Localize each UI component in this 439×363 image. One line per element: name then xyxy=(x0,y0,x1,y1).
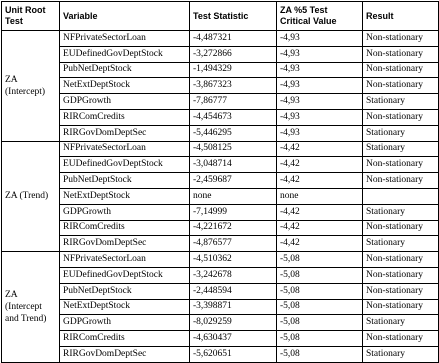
table-row xyxy=(2,94,439,110)
test-statistic-cell: -4,630437 xyxy=(190,331,277,347)
unit-root-test-table xyxy=(1,1,439,363)
variable-cell: GDPGrowth xyxy=(60,315,190,331)
test-statistic-cell: -2,459687 xyxy=(190,173,277,189)
test-statistic-cell: -3,048714 xyxy=(190,157,277,173)
test-statistic-cell: -4,454673 xyxy=(190,109,277,125)
critical-value-cell: -5,08 xyxy=(277,283,363,299)
result-cell: Non-stationary xyxy=(363,220,439,236)
table-row xyxy=(2,31,439,47)
critical-value-cell: -4,93 xyxy=(277,94,363,110)
variable-cell: RIRComCredits xyxy=(60,331,190,347)
result-cell: Non-stationary xyxy=(363,252,439,268)
result-cell: Non-stationary xyxy=(363,31,439,47)
critical-value-cell: -5,08 xyxy=(277,299,363,315)
header-test-statistic: Test Statistic xyxy=(190,2,277,31)
test-statistic-cell: -4,510362 xyxy=(190,252,277,268)
result-cell: Non-stationary xyxy=(363,299,439,315)
table-row xyxy=(2,220,439,236)
variable-cell: NetExtDeptStock xyxy=(60,299,190,315)
test-statistic-cell: -4,487321 xyxy=(190,31,277,47)
result-cell: Non-stationary xyxy=(363,46,439,62)
critical-value-cell: -4,42 xyxy=(277,157,363,173)
variable-cell: EUDefinedGovDeptStock xyxy=(60,157,190,173)
header-unit-root-test: Unit Root Test xyxy=(2,2,60,31)
table-row xyxy=(2,157,439,173)
variable-cell: NetExtDeptStock xyxy=(60,188,190,204)
result-cell: Non-stationary xyxy=(363,157,439,173)
critical-value-cell: -4,42 xyxy=(277,173,363,189)
variable-cell: EUDefinedGovDeptStock xyxy=(60,267,190,283)
result-cell xyxy=(363,188,439,204)
header-variable: Variable xyxy=(60,2,190,31)
variable-cell: NetExtDeptStock xyxy=(60,78,190,94)
test-statistic-cell: -4,876577 xyxy=(190,236,277,252)
critical-value-cell: -5,08 xyxy=(277,267,363,283)
table-row xyxy=(2,46,439,62)
variable-cell: PubNetDeptStock xyxy=(60,173,190,189)
critical-value-cell: -4,93 xyxy=(277,109,363,125)
variable-cell: NFPrivateSectorLoan xyxy=(60,252,190,268)
result-cell: Non-stationary xyxy=(363,173,439,189)
variable-cell: RIRComCredits xyxy=(60,220,190,236)
result-cell: Non-stationary xyxy=(363,283,439,299)
test-statistic-cell: -3,867323 xyxy=(190,78,277,94)
table-row xyxy=(2,315,439,331)
critical-value-cell: -4,93 xyxy=(277,62,363,78)
table-row xyxy=(2,125,439,141)
critical-value-cell: -5,08 xyxy=(277,331,363,347)
result-cell: Non-stationary xyxy=(363,331,439,347)
table-row xyxy=(2,331,439,347)
table-row xyxy=(2,173,439,189)
test-statistic-cell: -2,448594 xyxy=(190,283,277,299)
critical-value-cell: -4,42 xyxy=(277,236,363,252)
critical-value-cell: none xyxy=(277,188,363,204)
critical-value-cell: -4,42 xyxy=(277,204,363,220)
test-group-label: ZA (Trend) xyxy=(2,141,60,252)
test-statistic-cell: none xyxy=(190,188,277,204)
result-cell: Stationary xyxy=(363,94,439,110)
test-statistic-cell: -4,221672 xyxy=(190,220,277,236)
test-statistic-cell: -3,242678 xyxy=(190,267,277,283)
variable-cell: PubNetDeptStock xyxy=(60,283,190,299)
variable-cell: NFPrivateSectorLoan xyxy=(60,31,190,47)
critical-value-cell: -4,42 xyxy=(277,141,363,157)
test-statistic-cell: -3,272866 xyxy=(190,46,277,62)
test-statistic-cell: -7,14999 xyxy=(190,204,277,220)
critical-value-cell: -4,93 xyxy=(277,78,363,94)
critical-value-cell: -4,42 xyxy=(277,220,363,236)
header-row xyxy=(2,2,439,31)
result-cell: Non-stationary xyxy=(363,109,439,125)
variable-cell: RIRComCredits xyxy=(60,109,190,125)
table-row xyxy=(2,62,439,78)
result-cell: Stationary xyxy=(363,125,439,141)
test-statistic-cell: -4,508125 xyxy=(190,141,277,157)
table-row xyxy=(2,236,439,252)
test-statistic-cell: -5,446295 xyxy=(190,125,277,141)
test-statistic-cell: -7,86777 xyxy=(190,94,277,110)
result-cell: Stationary xyxy=(363,236,439,252)
table-row xyxy=(2,204,439,220)
variable-cell: NFPrivateSectorLoan xyxy=(60,141,190,157)
variable-cell: EUDefinedGovDeptStock xyxy=(60,46,190,62)
table-body xyxy=(2,31,439,363)
test-group-label: ZA (Intercept) xyxy=(2,31,60,142)
header-result: Result xyxy=(363,2,439,31)
table-row xyxy=(2,283,439,299)
table-row xyxy=(2,346,439,362)
table-row xyxy=(2,141,439,157)
table-row xyxy=(2,188,439,204)
critical-value-cell: -5,08 xyxy=(277,315,363,331)
result-cell: Non-stationary xyxy=(363,62,439,78)
critical-value-cell: -4,93 xyxy=(277,125,363,141)
variable-cell: GDPGrowth xyxy=(60,94,190,110)
critical-value-cell: -5,08 xyxy=(277,346,363,362)
test-statistic-cell: -3,398871 xyxy=(190,299,277,315)
result-cell: Stationary xyxy=(363,346,439,362)
header-critical-value: ZA %5 Test Critical Value xyxy=(277,2,363,31)
critical-value-cell: -4,93 xyxy=(277,46,363,62)
variable-cell: RIRGovDomDeptSec xyxy=(60,236,190,252)
result-cell: Stationary xyxy=(363,315,439,331)
table-row xyxy=(2,78,439,94)
test-statistic-cell: -1,494329 xyxy=(190,62,277,78)
variable-cell: RIRGovDomDeptSec xyxy=(60,125,190,141)
table-row xyxy=(2,109,439,125)
result-cell: Non-stationary xyxy=(363,78,439,94)
result-cell: Stationary xyxy=(363,141,439,157)
test-statistic-cell: -5,620651 xyxy=(190,346,277,362)
table-row xyxy=(2,267,439,283)
critical-value-cell: -4,93 xyxy=(277,31,363,47)
result-cell: Non-stationary xyxy=(363,267,439,283)
test-statistic-cell: -8,029259 xyxy=(190,315,277,331)
test-group-label: ZA (Intercept and Trend) xyxy=(2,252,60,363)
variable-cell: GDPGrowth xyxy=(60,204,190,220)
table-row xyxy=(2,252,439,268)
critical-value-cell: -5,08 xyxy=(277,252,363,268)
result-cell: Stationary xyxy=(363,204,439,220)
table-row xyxy=(2,299,439,315)
variable-cell: PubNetDeptStock xyxy=(60,62,190,78)
variable-cell: RIRGovDomDeptSec xyxy=(60,346,190,362)
